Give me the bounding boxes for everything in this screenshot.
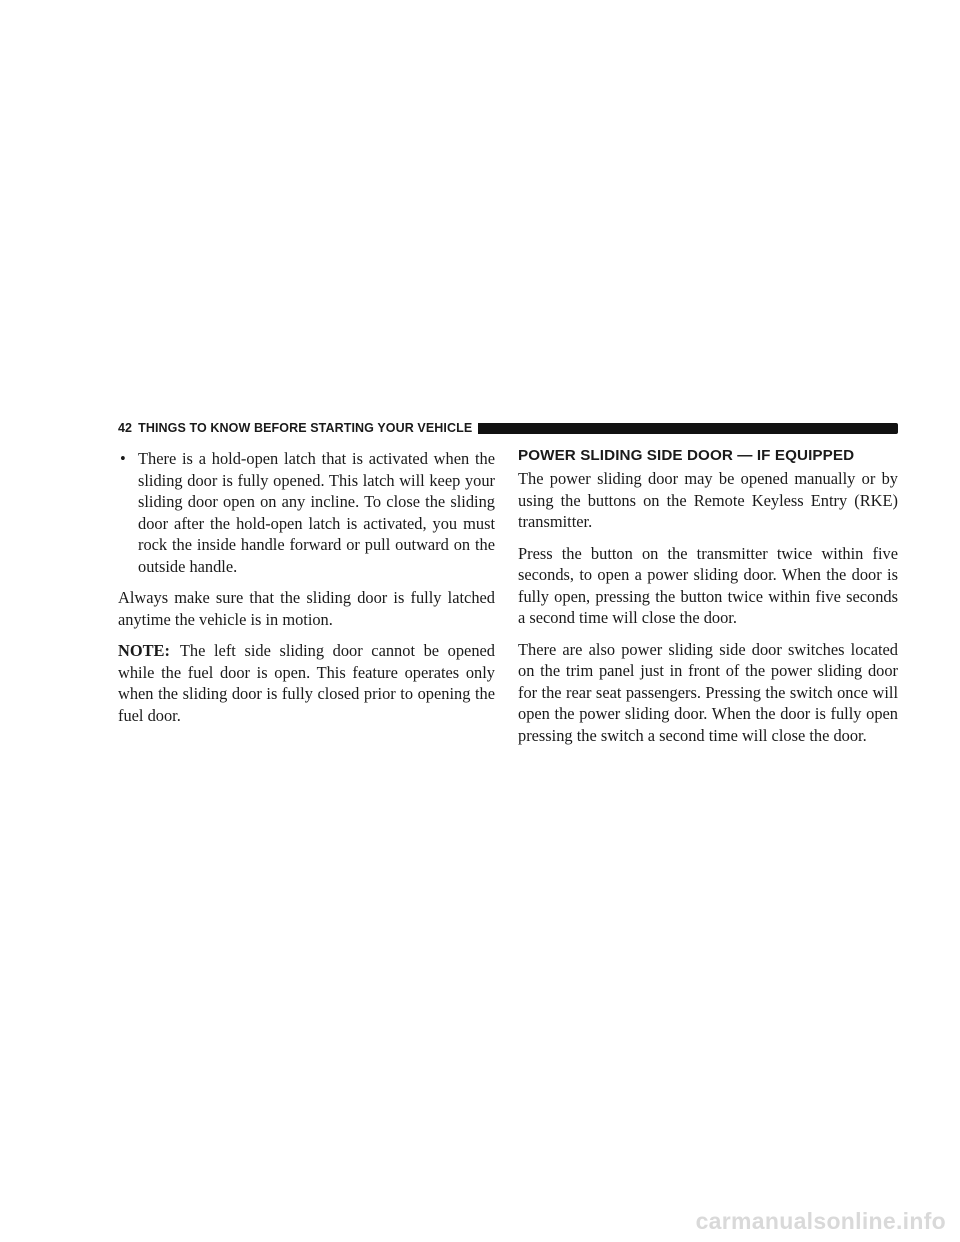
watermark-text: carmanualsonline.info (695, 1208, 946, 1234)
note-label: NOTE: (118, 641, 170, 660)
header-rule-bar (478, 423, 898, 434)
note-paragraph (118, 640, 495, 726)
left-column (118, 448, 495, 736)
section-heading: POWER SLIDING SIDE DOOR — IF EQUIPPED (518, 447, 855, 464)
note-text: The left side sliding door cannot be opened while the fuel door is open. This feature operates only when the sliding door is fully closed prior to opening the fuel door. (118, 641, 495, 725)
page-number: 42 (118, 421, 133, 435)
latch-paragraph: Always make sure that the sliding door is fully latched anytime the vehicle is in motion. (118, 588, 495, 629)
bullet-text: There is a hold-open latch that is activated when the sliding door is fully opened. This latch will keep your sliding door open on any incline. To close the sliding door after the hold-open latch is activated, you must rock the inside handle forward or pull outward on the outside handle. (138, 449, 495, 576)
page-header (118, 419, 898, 437)
section-title: THINGS TO KNOW BEFORE STARTING YOUR VEHICLE (138, 421, 473, 435)
right-column (518, 446, 898, 756)
intro-paragraph: The power sliding door may be opened manually or by using the buttons on the Remote Keyless Entry (RKE) transmitter. (518, 469, 898, 531)
transmitter-paragraph: Press the button on the transmitter twice within five seconds, to open a power sliding door. When the door is fully open, pressing the button twice within five seconds a second time will close the door. (518, 543, 898, 627)
switches-paragraph: There are also power sliding side door switches located on the trim panel just in front of the power sliding door for the rear seat passengers. Pressing the switch once will open the power sliding door. When the door is fully open pressing the switch a second time will close the door. (518, 639, 898, 745)
bullet-icon: • (120, 449, 126, 468)
bullet-item (118, 448, 495, 577)
